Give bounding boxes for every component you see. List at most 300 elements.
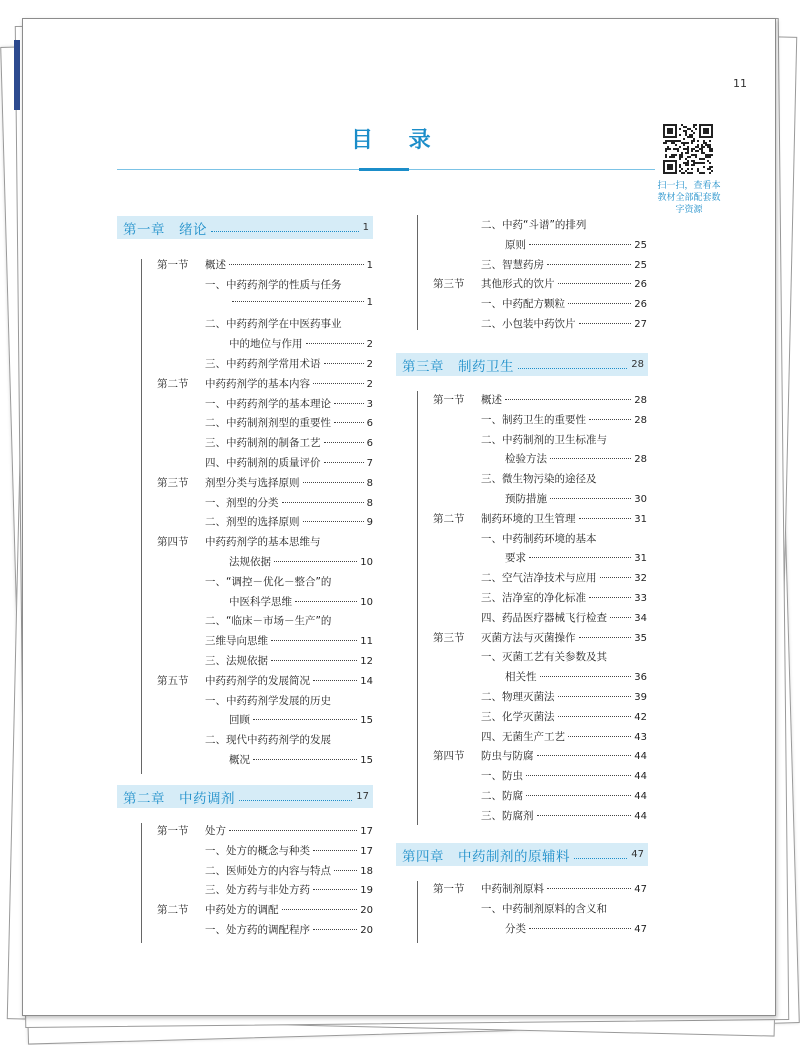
page-number: 11 [733, 77, 747, 90]
entry-title: 二、中药制剂剂型的重要性 [205, 417, 331, 430]
qr-module [683, 130, 685, 132]
toc-entry[interactable] [481, 808, 647, 822]
leader-dots [568, 303, 631, 304]
toc-entry[interactable] [205, 574, 373, 588]
qr-module [685, 134, 687, 136]
toc-entry[interactable] [481, 412, 647, 426]
toc-section-entry[interactable] [481, 881, 647, 895]
qr-module [695, 154, 697, 156]
qr-module [701, 152, 703, 154]
qr-module [707, 144, 709, 146]
entry-title: 二、剂型的选择原则 [205, 516, 300, 529]
qr-module [683, 126, 685, 128]
toc-entry[interactable] [481, 689, 647, 703]
leader-dots [518, 368, 627, 369]
leader-dots [589, 597, 631, 598]
qr-module [663, 172, 677, 174]
qr-module [679, 156, 681, 158]
qr-module [705, 154, 707, 156]
entry-page: 36 [634, 672, 647, 684]
toc-entry[interactable] [481, 531, 647, 545]
toc-entry[interactable] [481, 257, 647, 271]
qr-code-graphic [663, 124, 713, 174]
qr-module [673, 140, 675, 142]
section-number: 第四节 [433, 750, 465, 763]
qr-module [675, 154, 677, 156]
leader-dots [303, 521, 364, 522]
qr-module [703, 142, 705, 144]
toc-section-entry[interactable] [205, 475, 373, 489]
leader-dots [211, 231, 359, 232]
qr-code-icon[interactable] [663, 124, 713, 174]
qr-module [697, 144, 699, 146]
toc-entry[interactable] [229, 712, 373, 726]
toc-entry[interactable] [205, 653, 373, 667]
entry-title: 制药环境的卫生管理 [481, 512, 576, 525]
toc-section-entry[interactable] [481, 276, 647, 290]
toc-entry[interactable] [505, 669, 647, 683]
entry-page: 39 [634, 692, 647, 703]
qr-module [685, 142, 687, 144]
qr-module [709, 150, 711, 152]
section-number: 第三节 [157, 476, 189, 489]
entry-page: 44 [634, 791, 647, 802]
qr-module [693, 126, 695, 128]
qr-module [667, 148, 669, 150]
qr-module [687, 150, 689, 152]
qr-module [697, 162, 699, 164]
qr-module [699, 162, 701, 164]
qr-module [665, 142, 667, 144]
entry-page: 1 [366, 296, 373, 308]
qr-module [701, 148, 703, 150]
qr-module [689, 172, 691, 174]
leader-dots [547, 888, 631, 889]
section-bar [417, 881, 418, 943]
toc-entry[interactable] [505, 921, 647, 935]
leader-dots [271, 660, 357, 661]
qr-module [709, 154, 711, 156]
qr-module [711, 150, 713, 152]
section-number: 第一节 [157, 825, 189, 837]
toc-entry[interactable] [205, 863, 373, 877]
entry-title: 一、制药卫生的重要性 [481, 413, 586, 426]
entry-page: 26 [634, 299, 647, 311]
toc-entry[interactable] [205, 732, 373, 746]
qr-module [671, 156, 673, 158]
chapter-heading-1[interactable] [117, 216, 373, 239]
entry-title: 二、中药药剂学在中医药事业 [205, 318, 342, 331]
entry-title: 三、中药药剂学常用术语 [205, 358, 321, 370]
toc-section-entry[interactable] [481, 392, 647, 406]
entry-page: 6 [366, 418, 373, 430]
entry-page: 43 [634, 731, 647, 743]
toc-entry[interactable] [205, 514, 373, 528]
toc-section-entry[interactable] [481, 748, 647, 762]
entry-page: 7 [366, 458, 373, 469]
section-number: 第二节 [157, 377, 189, 390]
entry-title: 防虫与防腐 [481, 750, 534, 763]
qr-module [673, 148, 675, 150]
entry-page: 15 [360, 715, 373, 727]
toc-section-entry[interactable] [481, 511, 647, 525]
qr-module [695, 162, 697, 164]
entry-page: 32 [634, 573, 647, 585]
qr-module [697, 146, 699, 148]
qr-module [685, 132, 687, 134]
qr-module [687, 162, 689, 164]
entry-page: 10 [360, 557, 373, 568]
entry-title: 回顾 [229, 714, 250, 727]
qr-module [667, 140, 669, 142]
entry-page: 44 [634, 751, 647, 763]
qr-module [711, 148, 713, 150]
entry-page: 18 [360, 865, 373, 877]
leader-dots [579, 323, 632, 324]
qr-module [693, 164, 695, 166]
toc-entry[interactable] [205, 922, 373, 936]
toc-entry[interactable] [481, 432, 647, 446]
chapter-page: 1 [362, 222, 369, 233]
section-number: 第五节 [157, 674, 189, 687]
toc-entry[interactable] [205, 435, 373, 449]
leader-dots [324, 442, 364, 443]
qr-module [663, 142, 665, 144]
leader-dots [558, 696, 632, 697]
qr-module [703, 146, 705, 148]
entry-page: 31 [634, 513, 647, 525]
qr-module [691, 148, 693, 150]
entry-title: 中药药剂学的基本内容 [205, 377, 310, 390]
qr-module [701, 150, 703, 152]
toc-entry[interactable] [229, 554, 373, 568]
leader-dots [610, 617, 631, 618]
qr-module [671, 154, 673, 156]
entry-title: 中的地位与作用 [229, 338, 303, 351]
toc-entry[interactable] [505, 550, 647, 564]
toc-entry[interactable] [481, 296, 647, 310]
qr-module [663, 136, 677, 138]
leader-dots [589, 419, 631, 420]
section-number: 第一节 [433, 394, 465, 406]
leader-dots [334, 403, 364, 404]
leader-dots [537, 815, 632, 816]
qr-module [687, 148, 689, 150]
chapter-page: 17 [356, 791, 369, 802]
leader-dots [313, 850, 357, 851]
leader-dots [550, 498, 631, 499]
qr-module [691, 168, 693, 170]
qr-module [699, 124, 701, 138]
qr-module [691, 150, 693, 152]
qr-module [683, 144, 685, 146]
qr-module [701, 162, 703, 164]
toc-entry[interactable] [505, 451, 647, 465]
entry-title: 三、化学灭菌法 [481, 710, 555, 723]
toc-section-entry[interactable] [205, 823, 373, 837]
toc-entry[interactable] [205, 415, 373, 429]
leader-dots [232, 301, 364, 302]
qr-module [687, 142, 689, 144]
qr-module [709, 144, 711, 146]
leader-dots [282, 909, 358, 910]
chapter-heading-3[interactable] [396, 353, 648, 376]
qr-module [689, 156, 691, 158]
qr-module [687, 146, 689, 148]
toc-entry[interactable] [205, 693, 373, 707]
chapter-heading-4[interactable] [396, 843, 648, 866]
toc-entry[interactable] [229, 752, 373, 766]
qr-module [701, 146, 703, 148]
cover-edge [14, 40, 20, 110]
entry-page: 15 [360, 755, 373, 766]
toc-entry[interactable] [229, 594, 373, 608]
qr-module [685, 130, 687, 132]
entry-page: 8 [366, 497, 373, 509]
qr-module [711, 154, 713, 156]
toc-entry[interactable] [505, 237, 647, 251]
entry-title: 相关性 [505, 671, 537, 684]
qr-caption: 扫一扫，查看本教材全部配套数字资源 [657, 181, 721, 215]
entry-page: 20 [360, 905, 373, 917]
entry-page: 28 [634, 454, 647, 466]
entry-title: 法规依据 [229, 556, 271, 568]
entry-title: 中药药剂学的基本思维与 [205, 536, 321, 549]
qr-module [705, 142, 707, 144]
entry-page: 28 [634, 395, 647, 406]
leader-dots [295, 601, 357, 602]
toc-section-entry[interactable] [205, 534, 373, 548]
qr-module [681, 172, 683, 174]
leader-dots [529, 557, 631, 558]
entry-title: 三、防腐剂 [481, 809, 534, 822]
entry-title: 三、微生物污染的途径及 [481, 473, 597, 486]
entry-title: 二、医师处方的内容与特点 [205, 864, 331, 877]
entry-page: 25 [634, 239, 647, 251]
toc-entry[interactable] [481, 901, 647, 915]
entry-title: 二、中药“斗谱”的排列 [481, 219, 587, 231]
qr-module [679, 154, 681, 156]
toc-entry[interactable] [481, 649, 647, 663]
chapter-heading-2[interactable] [117, 785, 373, 808]
entry-page: 31 [634, 553, 647, 565]
qr-module [671, 142, 673, 144]
qr-module [697, 150, 699, 152]
leader-dots [547, 264, 631, 265]
toc-entry[interactable] [205, 277, 373, 291]
entry-title: 分类 [505, 922, 526, 935]
entry-page: 9 [366, 517, 373, 529]
toc-entry[interactable] [205, 396, 373, 410]
toc-section-entry[interactable] [205, 257, 373, 271]
entry-title: 一、中药药剂学发展的历史 [205, 694, 331, 707]
entry-title: 预防措施 [505, 493, 547, 505]
entry-page: 28 [634, 414, 647, 426]
section-number: 第一节 [157, 259, 189, 271]
section-bar [417, 391, 418, 825]
qr-module [699, 158, 701, 160]
qr-module [703, 158, 705, 160]
entry-page: 44 [634, 810, 647, 822]
qr-module [689, 134, 691, 136]
toc-entry[interactable] [481, 788, 647, 802]
entry-page: 19 [360, 885, 373, 897]
qr-module [699, 136, 713, 138]
toc-entry[interactable] [481, 709, 647, 723]
section-number: 第一节 [433, 883, 465, 895]
toc-entry[interactable] [205, 882, 373, 896]
leader-dots [324, 363, 364, 364]
qr-module [697, 170, 699, 172]
toc-entry[interactable] [229, 336, 373, 350]
leader-dots [579, 637, 632, 638]
entry-title: 处方 [205, 825, 226, 837]
qr-module [683, 138, 685, 140]
chapter-page: 28 [631, 359, 644, 370]
toc-section-entry[interactable] [481, 630, 647, 644]
entry-title: 一、中药制剂原料的含义和 [481, 902, 607, 915]
toc-section-entry[interactable] [205, 902, 373, 916]
toc-entry[interactable] [481, 610, 647, 624]
toc-entry[interactable] [205, 316, 373, 330]
qr-module [711, 166, 713, 168]
entry-title: 一、中药配方颗粒 [481, 298, 565, 311]
leader-dots [600, 577, 632, 578]
qr-module [665, 140, 667, 142]
qr-module [679, 166, 681, 168]
qr-module [685, 126, 687, 128]
qr-module [709, 148, 711, 150]
qr-module [699, 124, 713, 126]
entry-page: 47 [634, 884, 647, 895]
qr-module [703, 172, 705, 174]
qr-module [673, 156, 675, 158]
entry-title: 三、处方药与非处方药 [205, 884, 310, 897]
toc-entry[interactable] [205, 495, 373, 509]
entry-page: 2 [366, 359, 373, 370]
leader-dots [568, 736, 631, 737]
entry-page: 44 [634, 771, 647, 783]
qr-module [693, 138, 695, 140]
entry-title: 一、剂型的分类 [205, 496, 279, 509]
qr-module [693, 140, 695, 142]
qr-module [677, 150, 679, 152]
qr-module [679, 158, 681, 160]
qr-module [663, 124, 665, 138]
qr-module [687, 160, 689, 162]
qr-module [679, 128, 681, 130]
leader-dots [313, 929, 357, 930]
entry-page: 34 [634, 612, 647, 624]
qr-module [677, 140, 679, 142]
toc-entry[interactable] [481, 590, 647, 604]
toc-page [22, 18, 776, 1016]
qr-module [679, 164, 681, 166]
toc-entry[interactable] [229, 297, 373, 311]
entry-page: 12 [360, 656, 373, 667]
entry-title: 一、中药制药环境的基本 [481, 532, 597, 545]
leader-dots [334, 870, 357, 871]
entry-page: 47 [634, 923, 647, 935]
qr-module [709, 172, 711, 174]
entry-page: 2 [366, 378, 373, 390]
entry-page: 11 [360, 636, 373, 648]
qr-module [683, 148, 685, 150]
toc-entry[interactable] [205, 356, 373, 370]
toc-entry[interactable] [205, 843, 373, 857]
entry-page: 26 [634, 279, 647, 291]
toc-entry[interactable] [481, 217, 647, 231]
qr-module [681, 168, 683, 170]
toc-entry[interactable] [205, 633, 373, 647]
leader-dots [540, 676, 632, 677]
leader-dots [229, 830, 357, 831]
qr-module [695, 124, 697, 126]
toc-section-entry[interactable] [205, 376, 373, 390]
qr-module [687, 128, 689, 130]
qr-module [691, 142, 693, 144]
entry-title: 一、处方药的调配程序 [205, 924, 310, 936]
qr-module [705, 144, 707, 146]
qr-module [679, 170, 681, 172]
section-number: 第四节 [157, 536, 189, 549]
qr-module [675, 148, 677, 150]
entry-page: 10 [360, 596, 373, 608]
entry-title: 一、中药药剂学的基本理论 [205, 397, 331, 410]
entry-title: 概述 [205, 259, 226, 271]
toc-entry[interactable] [481, 768, 647, 782]
qr-module [699, 172, 701, 174]
entry-title: 二、小包装中药饮片 [481, 318, 576, 330]
toc-section-entry[interactable] [205, 673, 373, 687]
section-bar [141, 259, 142, 774]
leader-dots [334, 422, 364, 423]
entry-title: 中医科学思维 [229, 595, 292, 608]
entry-title: 二、“临床－市场－生产”的 [205, 615, 332, 628]
leader-dots [529, 244, 631, 245]
qr-module [681, 142, 683, 144]
qr-module [683, 162, 685, 164]
leader-dots [574, 858, 627, 859]
qr-module [667, 146, 669, 148]
toc-entry[interactable] [505, 491, 647, 505]
toc-entry[interactable] [205, 455, 373, 469]
qr-module [685, 148, 687, 150]
entry-page: 20 [360, 925, 373, 936]
toc-entry[interactable] [481, 316, 647, 330]
entry-title: 三、智慧药房 [481, 258, 544, 271]
leader-dots [239, 800, 352, 801]
toc-entry[interactable] [481, 729, 647, 743]
qr-module [691, 136, 693, 138]
qr-module [693, 154, 695, 156]
chapter-title: 第二章 中药调剂 [123, 790, 235, 807]
toc-entry[interactable] [205, 613, 373, 627]
qr-module [689, 128, 691, 130]
entry-title: 剂型分类与选择原则 [205, 476, 300, 489]
toc-entry[interactable] [481, 471, 647, 485]
qr-module [705, 156, 707, 158]
entry-title: 二、现代中药药剂学的发展 [205, 734, 331, 747]
qr-module [709, 146, 711, 148]
toc-entry[interactable] [481, 570, 647, 584]
qr-module [689, 136, 691, 138]
entry-page: 27 [634, 319, 647, 330]
section-bar [141, 823, 142, 943]
qr-module [711, 170, 713, 172]
qr-module [667, 164, 673, 170]
qr-module [703, 162, 705, 164]
